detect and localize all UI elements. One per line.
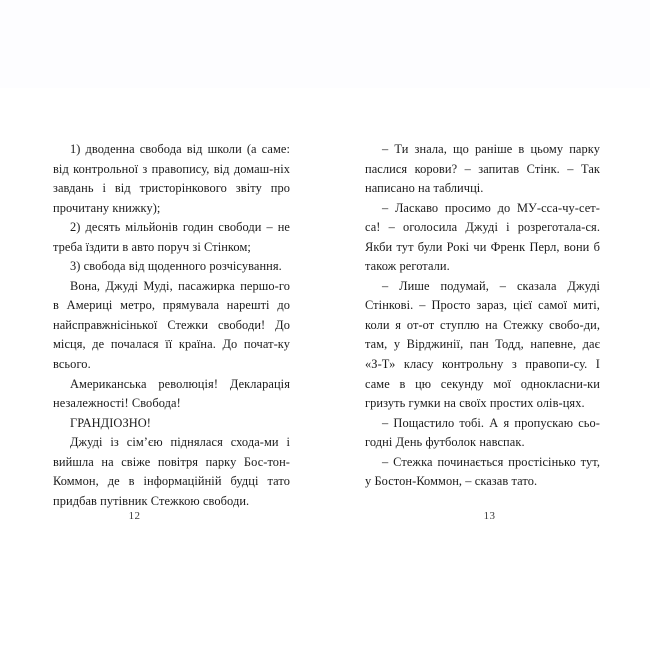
paragraph: – Пощастило тобі. А я пропускаю сьо-годні День футболок навспак. <box>365 415 600 450</box>
paragraph: – Стежка починається простісінько тут, у Бостон-Коммон, – сказав тато. <box>365 454 600 489</box>
right-page <box>325 0 650 650</box>
paragraph: – Лише подумай, – сказала Джуді Стінкові. – Просто зараз, цієї самої миті, коли я от-от ступлю на Стежку свобо-ди, там, у Вірджинії, пан Тодд, напевне, дає «З-Т» класу контрольну з правопи-су. І саме в цю секунду мої однокласни-ки гризуть гумки на своїх простих олів-цях. <box>365 278 600 411</box>
paragraph: 2) десять мільйонів годин свободи – не треба їздити в авто поруч зі Стінком; <box>53 220 290 254</box>
paragraph: Американська революція! Декларація незалежності! Свобода! <box>53 376 290 411</box>
paragraph: ГРАНДІОЗНО! <box>70 415 152 430</box>
paragraph: Джуді із сім’єю піднялася схода-ми і вийшла на свіже повітря парку Бос-тон-Коммон, де в інформаційній будці тато придбав путівник Стежкою свободи. <box>53 435 290 508</box>
paragraph: 3) свобода від щоденного розчісування. <box>70 259 282 274</box>
right-page-textblock <box>365 140 600 492</box>
paragraph: Вона, Джуді Муді, пасажирка першо-го в Америці метро, прямувала нарешті до найсправжнісінької Стежки свободи! До місця, де почалася її країна. До почат-ку всього. <box>53 278 290 372</box>
paragraph: – Ласкаво просимо до МУ-сса-чу-сет-са! – оголосила Джуді і розреготала-ся. Якби тут були Рокі чи Френк Перл, вони б також реготали. <box>365 200 600 274</box>
paragraph: 1) дводенна свобода від школи (а саме: від контрольної з правопису, від домаш-ніх завдань і від тристорінкового звіту про прочитану книжку); <box>53 142 290 215</box>
left-page-textblock <box>53 140 290 511</box>
paragraph: – Ти знала, що раніше в цьому парку паслися корови? – запитав Стінк. – Так написано на табличці. <box>365 142 600 196</box>
page-number-left: 12 <box>128 510 141 522</box>
page-number-right: 13 <box>483 510 496 522</box>
